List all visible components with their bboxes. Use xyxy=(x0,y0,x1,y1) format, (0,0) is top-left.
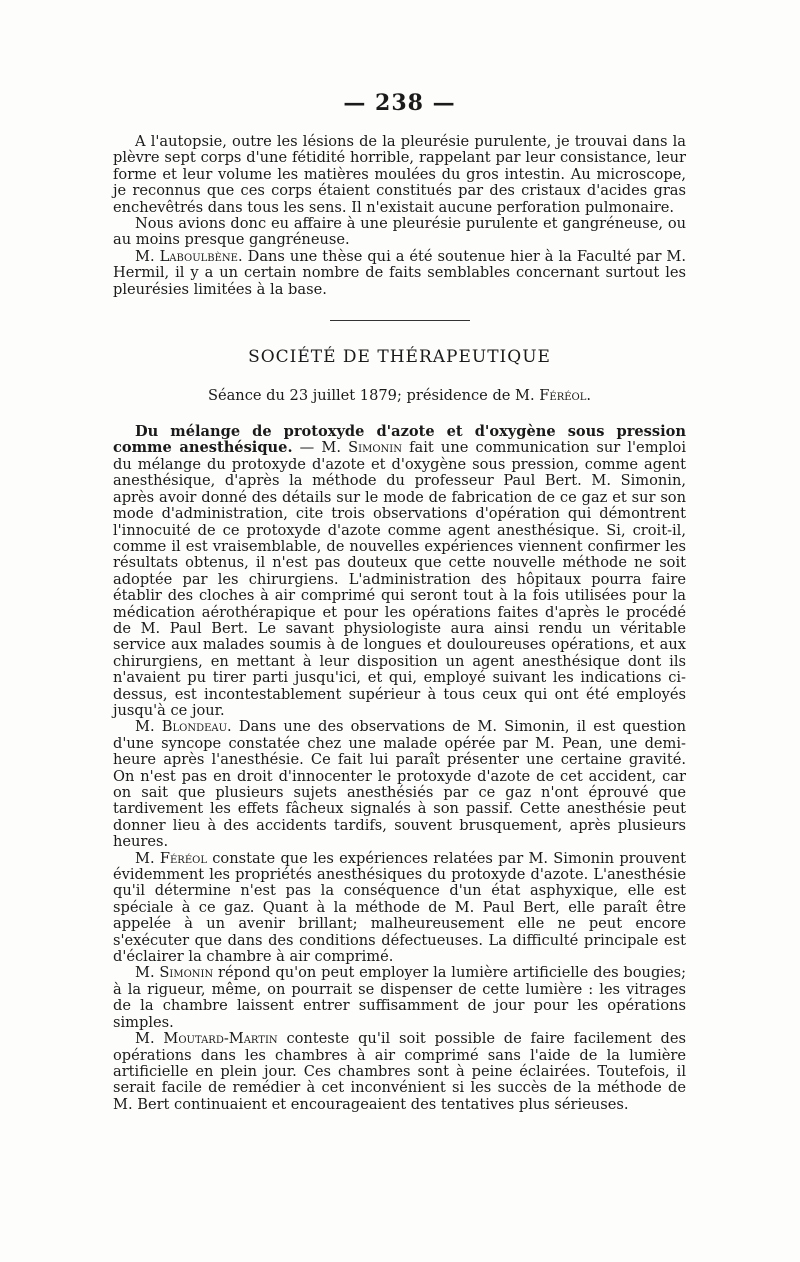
speaker-name: M. Laboulbène. xyxy=(135,247,243,265)
speaker-remarks: conteste qu'il soit possible de faire facilement des opérations dans les chambres à air comprimé sans l'aide de la lumière artificielle en plein jour. Ces chambres sont à peine éclairées. Toutefois, il serait facile de remédier à cet inconvénient si les succès de la méthode de M. Bert continuaient et encourageaient des tentatives plus sérieuses. xyxy=(113,1030,686,1113)
speaker-remarks: Dans une des observations de M. Simonin, il est question d'une syncope constatée chez une malade opérée par M. Pean, une demi-heure après l'anesthésie. Ce fait lui paraît présenter une certaine gravité. On n'est pas en droit d'innocenter le protoxyde d'azote de cet accident, car on sait que plusieurs sujets anesthésiés par ce gaz n'ont éprouvé que tardivement les effets fâcheux signalés à son passif. Cette anesthésie peut donner lieu à des accidents tardifs, souvent brusquement, après plusieurs heures. xyxy=(113,718,687,851)
section-divider xyxy=(330,320,470,321)
speaker-remarks: constate que les expériences relatées par M. Simonin prouvent évidemment les propriétés anesthésiques du protoxyde d'azote. L'anesthésie qu'il détermine n'est pas la conséquence d'un état asphyxique, elle est spéciale à ce gaz. Quant à la méthode de M. Paul Bert, elle paraît être appelée à un avenir brillant; malheureusement elle ne peut encore s'exécuter que dans des conditions défectueuses. La difficulté principale est d'éclairer la chambre à air comprimé. xyxy=(113,849,686,966)
speaker-name: M. Moutard-Martin xyxy=(135,1030,278,1048)
article-title: Du mélange de protoxyde d'azote et d'oxygène sous pression comme anesthésique. xyxy=(113,423,686,457)
speaker-name: M. Simonin xyxy=(135,964,214,982)
speaker-name: M. Féréol xyxy=(135,849,207,867)
seance-president: Féréol. xyxy=(539,387,592,405)
speaker-name: M. Blondeau. xyxy=(135,718,232,736)
speaker-remarks: répond qu'on peut employer la lumière artificielle des bougies; à la rigueur, même, on pourrait se dispenser de cette lumière : les vitrages de la chambre laissent entrer suffisamment de jour pour les opérations simples. xyxy=(113,964,686,1031)
paragraph-simonin-reply xyxy=(113,965,686,1031)
paragraph-blondeau xyxy=(113,719,686,850)
article-dash: — M. xyxy=(292,439,349,457)
paragraph-laboulbene xyxy=(113,249,686,298)
paragraph-moutard-martin xyxy=(113,1031,686,1113)
paragraph-fereol xyxy=(113,851,686,966)
seance-line xyxy=(113,387,686,404)
seance-text: Séance du 23 juillet 1879; présidence de M. xyxy=(207,387,540,405)
paragraph-simonin-communication xyxy=(113,424,686,719)
section-title: SOCIÉTÉ DE THÉRAPEUTIQUE xyxy=(248,347,551,368)
paragraph-autopsy: A l'autopsie, outre les lésions de la pleurésie purulente, je trouvai dans la plèvre sept corps d'une fétidité horrible, rappelant par leur consistance, leur forme et leur volume les matières moulées du gros intestin. Au microscope, je reconnus que ces corps étaient constitués par des cristaux d'acides gras enchevêtrés dans tous les sens. Il n'existait aucune perforation pulmonaire. xyxy=(113,133,686,216)
page-content xyxy=(113,90,686,1113)
speaker-name: Simonin xyxy=(348,439,402,457)
paragraph-conclusion: Nous avions donc eu affaire à une pleurésie purulente et gangréneuse, ou au moins presque gangréneuse. xyxy=(113,215,686,249)
speaker-remarks: Dans une thèse qui a été soutenue hier à la Faculté par M. Hermil, il y a un certain nombre de faits semblables concernant surtout les pleurésies limitées à la base. xyxy=(113,247,686,298)
speaker-remarks: fait une communication sur l'emploi du mélange du protoxyde d'azote et d'oxygène sous pression, comme agent anesthésique, d'après la méthode du professeur Paul Bert. M. Simonin, après avoir donné des détails sur le mode de fabrication de ce gaz et sur son mode d'administration, cite trois observations d'opération qui démontrent l'innocuité de ce protoxyde d'azote comme agent anesthésique. Si, croit-il, comme il est vraisemblable, de nouvelles expériences viennent confirmer les résultats obtenus, il n'est pas douteux que cette nouvelle méthode ne soit adoptée par les chirurgiens. L'administration des hôpitaux pourra faire établir des cloches à air comprimé qui seront tout à la fois utilisées pour la médication aérothérapique et pour les opérations faites d'après le procédé de M. Paul Bert. Le savant physiologiste aura ainsi rendu un véritable service aux malades soumis à de longues et douloureuses opérations, et aux chirurgiens, en mettant à leur disposition un agent anesthésique dont ils n'avaient pu tirer parti jusqu'ici, et qui, employé suivant les indications ci-dessus, est incontestablement supérieur à tous ceux qui ont été employés jusqu'à ce jour. xyxy=(113,439,686,719)
page-number: — 238 — xyxy=(343,90,456,116)
